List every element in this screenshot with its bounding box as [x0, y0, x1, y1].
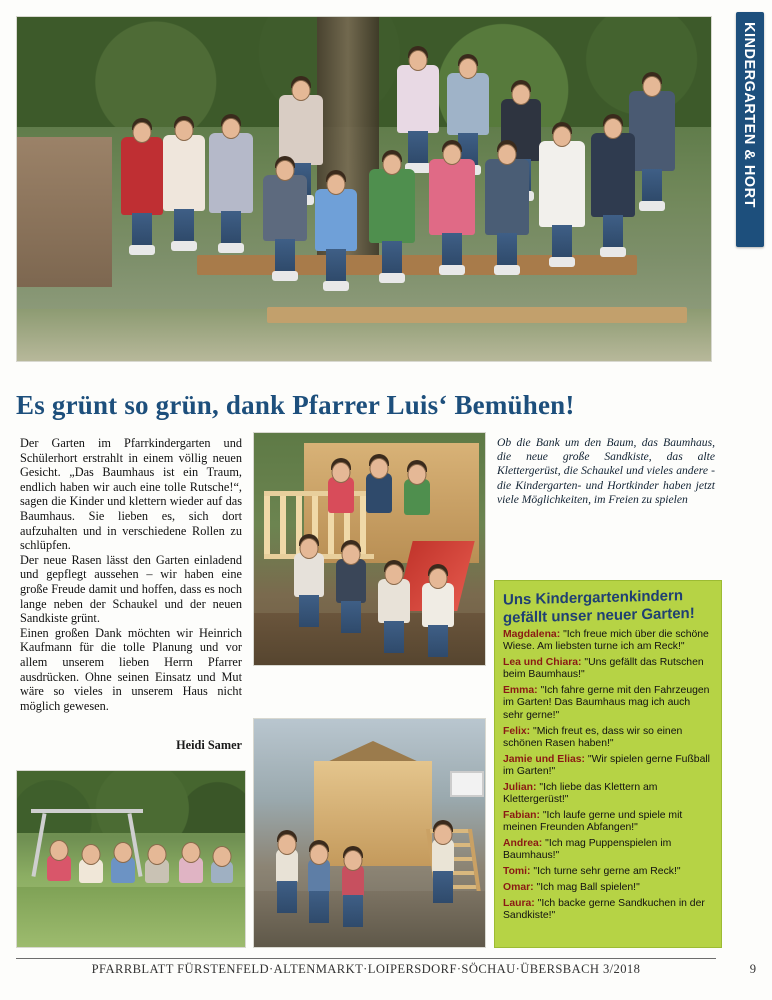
child-figure	[211, 861, 233, 883]
article-body	[20, 436, 242, 713]
child-figure	[447, 73, 489, 135]
quote-text: "Ich laufe gerne und spiele mit meinen Freunden Abfangen!"	[503, 809, 683, 834]
child-figure	[366, 473, 392, 513]
quote-text: "Ich mag Ball spielen!"	[536, 881, 640, 893]
quote-author: Emma:	[503, 685, 538, 697]
quote-text: "Ich mag Puppenspielen im Baumhaus!"	[503, 837, 672, 862]
page-number: 9	[749, 962, 756, 976]
quote-author: Felix:	[503, 725, 531, 737]
page-title: Es grünt so grün, dank Pfarrer Luis‘ Bemühen!	[16, 390, 575, 421]
child-figure	[378, 579, 410, 623]
child-figure	[79, 859, 103, 883]
quote-author: Andrea:	[503, 837, 543, 849]
quote-author: Lea und Chiara:	[503, 657, 582, 669]
child-figure	[315, 189, 357, 251]
list-item	[503, 810, 713, 835]
quote-text: "Mich freut es, dass wir so einen schönen Rasen haben!"	[503, 725, 683, 749]
front-bench	[267, 307, 687, 323]
child-figure	[111, 857, 135, 883]
child-figure	[629, 91, 675, 171]
quote-text: "Ich liebe das Klettern am Klettergerüst!"	[503, 781, 658, 806]
list-item	[503, 898, 713, 923]
section-tab	[736, 12, 764, 247]
child-figure	[429, 159, 475, 235]
child-figure	[263, 175, 307, 241]
child-figure	[369, 169, 415, 243]
child-figure	[145, 859, 169, 883]
list-item	[503, 882, 713, 894]
child-figure	[179, 857, 203, 883]
child-figure	[308, 859, 330, 893]
child-figure	[209, 133, 253, 213]
list-item	[503, 754, 713, 779]
list-item	[503, 657, 713, 682]
article-signature: Heidi Samer	[176, 738, 242, 752]
section-tab-label: KINDERGARTEN & HORT	[741, 22, 757, 208]
quote-list	[495, 629, 721, 932]
list-item	[503, 685, 713, 722]
treehouse-photo	[253, 432, 486, 666]
child-figure	[163, 135, 205, 211]
photo-caption: Ob die Bank um den Baum, das Baumhaus, die neue große Sandkiste, das alte Klettergerüst, die Schaukel und vieles andere - die Kindergarten- und Hortkinder haben jetzt viele Möglichkeiten, im Freien zu spielen	[497, 436, 715, 506]
quote-text: "Ich turne sehr gerne am Reck!"	[533, 866, 681, 878]
child-figure	[121, 137, 163, 215]
playhouse-cabin	[314, 761, 432, 866]
quote-text: "Uns gefällt das Rutschen beim Baumhaus!"	[503, 657, 704, 681]
child-figure	[422, 583, 454, 627]
list-item	[503, 726, 713, 751]
list-item	[503, 866, 713, 878]
child-figure	[336, 559, 366, 603]
footer-text: PFARRBLATT FÜRSTENFELD·ALTENMARKT·LOIPERSDORF·SÖCHAU·ÜBERSBACH 3/2018	[91, 962, 641, 976]
lawn-photo	[16, 770, 246, 948]
quote-author: Tomi:	[503, 866, 531, 878]
quote-author: Julian:	[503, 781, 537, 793]
quote-author: Fabian:	[503, 809, 540, 821]
list-item	[503, 838, 713, 863]
child-figure	[404, 479, 430, 515]
basketball-hoop	[450, 771, 484, 797]
quote-author: Jamie und Elias:	[503, 753, 585, 765]
quote-author: Omar:	[503, 881, 534, 893]
quote-author: Magdalena:	[503, 629, 561, 640]
quote-text: "Wir spielen gerne Fußball im Garten!"	[503, 753, 710, 777]
quote-text: "Ich backe gerne Sandkuchen in der Sandkiste!"	[503, 897, 705, 921]
child-figure	[279, 95, 323, 165]
brick-wall	[17, 137, 112, 287]
child-figure	[47, 855, 71, 881]
quote-text: "Ich freue mich über die schöne Wiese. Am liebsten turne ich am Reck!"	[503, 629, 709, 653]
lawn	[17, 887, 245, 947]
quote-text: "Ich fahre gerne mit den Fahrzeugen im Garten! Das Baumhaus mag ich auch sehr gerne!"	[503, 685, 710, 721]
quote-box	[494, 580, 722, 948]
child-figure	[539, 141, 585, 227]
child-figure	[342, 865, 364, 897]
child-figure	[432, 839, 454, 873]
quote-author: Laura:	[503, 897, 535, 909]
child-figure	[294, 553, 324, 597]
article-paragraph: Der neue Rasen lässt den Garten einladend und gepflegt aussehen – wir haben eine große Freude damit und hoffen, dass es noch lange neben der Schaukel und der neuen Sandkiste grünt.	[20, 552, 242, 626]
footer-divider	[16, 958, 716, 959]
child-figure	[485, 159, 529, 235]
list-item	[503, 629, 713, 654]
group-photo	[16, 16, 712, 362]
child-figure	[276, 849, 298, 883]
article-paragraph: Der Garten im Pfarrkindergarten und Schülerhort erstrahlt in einem völlig neuen Gesicht. „Das Baumhaus ist ein Traum, endlich haben wir auch eine tolle Rutsche!“, sagen die Kinder und klettern wieder auf das Baumhaus. Sie lieben es, sich dort aufzuhalten und in verschiedene Rollen zu schlüpfen.	[20, 436, 242, 553]
child-figure	[397, 65, 439, 133]
list-item	[503, 782, 713, 807]
child-figure	[328, 477, 354, 513]
child-figure	[591, 133, 635, 217]
article-paragraph: Einen großen Dank möchten wir Heinrich Kaufmann für die tolle Planung und vor allem unserem lieben Herrn Pfarrer ausdrücken. Ohne seinen Einsatz und Mut wäre so vieles in unserem Haus nicht möglich gewesen.	[20, 625, 242, 713]
playhouse-photo	[253, 718, 486, 948]
quote-box-title: Uns Kindergartenkindern gefällt unser neuer Garten!	[503, 587, 695, 627]
